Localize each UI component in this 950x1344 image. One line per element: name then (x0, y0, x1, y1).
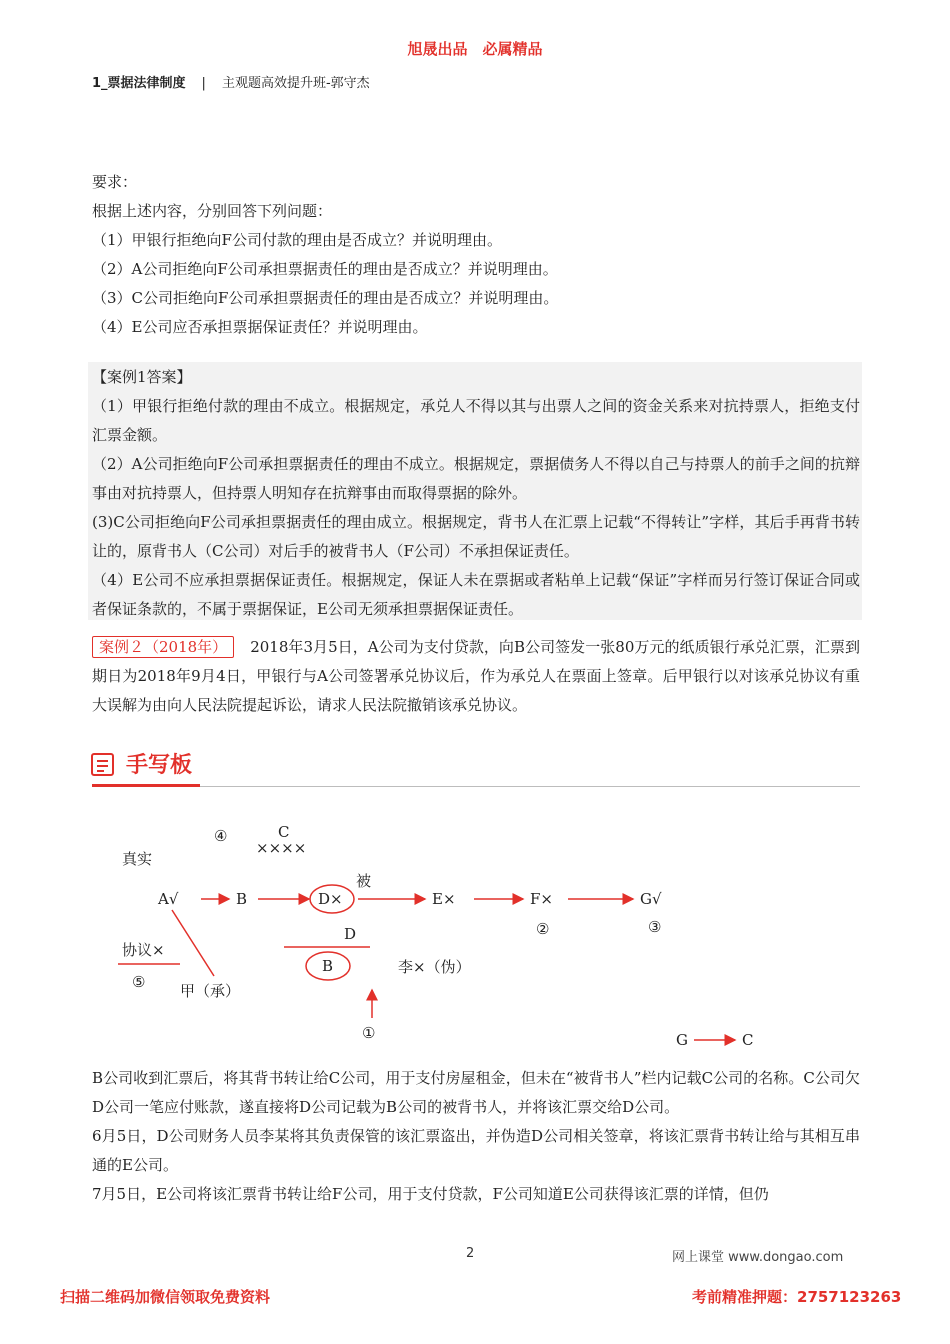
answer-item: （2）A公司拒绝向F公司承担票据责任的理由不成立。根据规定，票据债务人不得以自己与持票人的前手之间的抗辩事由对抗持票人，但持票人明知存在抗辩事由而取得票据的除外。 (92, 455, 860, 502)
course-title: 1_票据法律制度 (92, 76, 186, 91)
label-bei: 被 (356, 872, 372, 890)
divider (92, 786, 860, 787)
course-header (92, 72, 370, 91)
label-g2: G (676, 1031, 688, 1049)
requirements (92, 168, 862, 342)
story-line: B公司收到汇票后，将其背书转让给C公司，用于支付房屋租金，但未在“被背书人”栏内记载C公司的名称。C公司欠D公司一笔应付账款，遂直接将D公司记载为B公司的被背书人，并将该汇票交给D公司。 (92, 1069, 860, 1116)
label-b-circle: B (322, 957, 334, 975)
label-a: A√ (158, 890, 179, 908)
brand-logo: 网上课堂 www.dongao.com (672, 1250, 844, 1265)
answer-item: （1）甲银行拒绝付款的理由不成立。根据规定，承兑人不得以其与出票人之间的资金关系来对抗持票人，拒绝支付汇票金额。 (92, 397, 860, 444)
story (92, 1064, 860, 1209)
label-zhenshi: 真实 (122, 850, 153, 868)
case2-tag: 案例２（2018年） (92, 636, 234, 658)
answer-item: (3)C公司拒绝向F公司承担票据责任的理由成立。根据规定，背书人在汇票上记载“不得转让”字样，其后手再背书转让的，原背书人（C公司）对后手的被背书人（F公司）不承担保证责任。 (92, 513, 860, 560)
label-circle-3: ③ (648, 918, 662, 936)
story-line: 7月5日，E公司将该汇票背书转让给F公司，用于支付贷款，F公司知道E公司获得该汇票的详情，但仍 (92, 1185, 769, 1203)
label-circle-2: ② (536, 920, 550, 938)
req-line: （1）甲银行拒绝向F公司付款的理由是否成立？并说明理由。 (92, 231, 502, 249)
handwriting-title: 手写板 (126, 753, 193, 778)
label-e: E× (432, 890, 456, 908)
label-c-right: C (742, 1031, 754, 1049)
label-b: B (236, 890, 248, 908)
page-number: 2 (466, 1246, 475, 1261)
course-subtitle: 主观题高效提升班-郭守杰 (221, 76, 370, 91)
label-g: G√ (640, 890, 662, 908)
label-circle-1: ① (362, 1024, 376, 1042)
label-circle-5: ⑤ (132, 973, 146, 991)
story-line: 6月5日，D公司财务人员李某将其负责保管的该汇票盗出，并伪造D公司相关签章，将该汇票背书转让给与其相互串通的E公司。 (92, 1127, 860, 1174)
req-line: 根据上述内容，分别回答下列问题： (92, 202, 333, 220)
label-jia: 甲（承） (180, 982, 241, 1000)
notepad-icon (90, 752, 116, 778)
req-line: （2）A公司拒绝向F公司承担票据责任的理由是否成立？并说明理由。 (92, 260, 558, 278)
label-xieyi: 协议× (122, 941, 165, 959)
header-separator: | (201, 76, 206, 91)
label-d-under: D (344, 925, 357, 943)
req-line: （3）C公司拒绝向F公司承担票据责任的理由是否成立？并说明理由。 (92, 289, 559, 307)
case2-paragraph (92, 633, 860, 720)
req-line: （4）E公司应否承担票据保证责任？并说明理由。 (92, 318, 428, 336)
label-xxxx: ×××× (256, 839, 307, 857)
top-banner: 旭晟出品 必属精品 (407, 40, 543, 58)
footer-promo-right: 考前精准押题：2757123263 (692, 1288, 902, 1306)
footer-promo-left: 扫描二维码加微信领取免费资料 (60, 1288, 271, 1306)
label-c-top: C (278, 823, 290, 841)
title-underline (92, 784, 200, 787)
answer-content (92, 363, 860, 624)
label-li: 李×（伪） (398, 958, 471, 976)
label-d: D× (318, 890, 343, 908)
label-circle-4: ④ (214, 827, 228, 845)
handwriting-diagram (0, 800, 950, 1060)
label-f: F× (530, 890, 553, 908)
line-a-jia (172, 910, 214, 976)
req-line: 要求： (92, 173, 138, 191)
answer-heading: 【案例1答案】 (92, 368, 192, 386)
answer-item: （4）E公司不应承担票据保证责任。根据规定，保证人未在票据或者粘单上记载“保证”字样而另行签订保证合同或者保证条款的，不属于票据保证，E公司无须承担票据保证责任。 (92, 571, 860, 618)
case2-text: 2018年3月5日，A公司为支付贷款，向B公司签发一张80万元的纸质银行承兑汇票，汇票到期日为2018年9月4日，甲银行与A公司签署承兑协议后，作为承兑人在票面上签章。后甲银行以对该承兑协议有重大误解为由向人民法院提起诉讼，请求人民法院撤销该承兑协议。 (92, 638, 860, 714)
